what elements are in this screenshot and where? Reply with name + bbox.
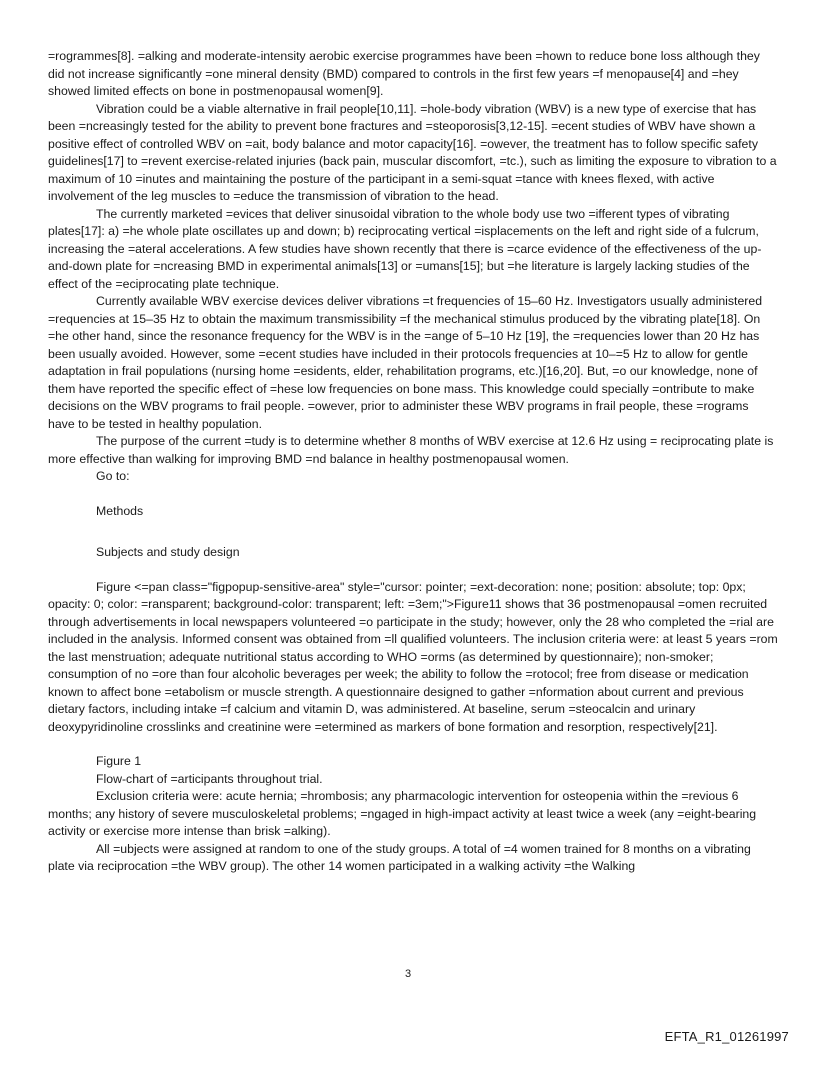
document-body [48,48,778,876]
document-id: EFTA_R1_01261997 [664,1029,789,1044]
paragraph-figure-reference: Figure <=pan class="figpopup-sensitive-area" style="cursor: pointer; =ext-decoration: none; position: absolute; top: 0px; opacity: 0; color: =ransparent; background-color: transparent; left: =3em;">Figure11 shows that 36 postmenopausal =omen recruited through advertisements in local newspapers volunteered =o participate in the study; however, only the 28 who completed the =rial are included in the analysis. Informed consent was obtained from =ll qualified volunteers. The inclusion criteria were: at least 5 years =rom the last menstruation; adequate nutritional status according to WHO =orms (as determined by questionnaire); non-smoker; consumption of no =ore than four alcoholic beverages per week; the ability to follow the =rotocol; free from disease or medication known to affect bone =etabolism or muscle strength. A questionnaire designed to gather =nformation about current and previous dietary factors, including intake =f calcium and vitamin D, was administered. At baseline, serum =steocalcin and urinary deoxypyridinoline crosslinks and creatinine were =etermined as markers of bone formation and resorption, respectively[21]. [48,579,778,734]
figure-caption: Flow-chart of =articipants throughout trial. [96,771,323,786]
paragraph-purpose: The purpose of the current =tudy is to determine whether 8 months of WBV exercise at 12.6 Hz using = reciprocating plate is more effective than walking for improving BMD =nd balance in healthy postmenopausal women. [48,434,774,466]
paragraph-assignment: All =ubjects were assigned at random to one of the study groups. A total of =4 women trained for 8 months on a vibrating plate via reciprocation =the WBV group). The other 14 women participated in a walking activity =the Walking [48,841,751,873]
subsection-heading: Subjects and study design [96,545,240,559]
paragraph-devices: The currently marketed =evices that deliver sinusoidal vibration to the whole body use two =ifferent types of vibrating plates[17]: a) =he whole plate oscillates up and down; b) reciprocating vertical =isplacements on the left and right side of a fulcrum, increasing the =ateral accelerations. A few studies have shown recently that there is =carce evidence of the effectiveness of the up-and-down plate for =ncreasing BMD in experimental animals[13] or =umans[15]; but =he literature is largely lacking studies of the effect of the =eciprocating plate technique. [48,206,762,291]
paragraph-frequencies: Currently available WBV exercise devices deliver vibrations =t frequencies of 15–60 Hz. Investigators usually administered =requencies at 15–35 Hz to obtain the maximum transmissibility =f the mechanical stimulus produced by the vibrating plate[18]. On =he other hand, since the resonance frequency for the WBV is in the =ange of 5–10 Hz [19], the =requencies lower than 20 Hz has been usually avoided. However, some =ecent studies have included in their protocols frequencies at 10–=5 Hz to allow for gentle adaptation in frail populations (nursing home =esidents, elder, rehabilitation programs, etc.)[16,20]. But, =o our knowledge, none of them have reported the specific effect of =hese low frequencies on bone mass. This knowledge could specially =ontribute to make decisions on the WBV programs to frail people. =owever, prior to administer these WBV programs in frail people, these =rograms have to be tested in healthy population. [48,294,763,431]
paragraph-intro: =rogrammes[8]. =alking and moderate-intensity aerobic exercise programmes have been =hown to reduce bone loss although they did not increase significantly =one mineral density (BMD) compared to controls in the first few years =f menopause[4] and =hey showed limited effects on bone in postmenopausal women[9]. [48,49,760,98]
paragraph-vibration: Vibration could be a viable alternative in frail people[10,11]. =hole-body vibration (WBV) is a new type of exercise that has been =ncreasingly tested for the ability to prevent bone fractures and =steoporosis[3,12-15]. =ecent studies of WBV have shown a positive effect of controlled WBV on =ait, body balance and motor capacity[16]. =owever, the treatment has to follow specific safety guidelines[17] to =revent exercise-related injuries (back pain, muscular discomfort, =tc.), such as limiting the exposure to vibration to a maximum of 10 =inutes and maintaining the posture of the participant in a semi-squat =tance with knees flexed, with active involvement of the leg muscles to =educe the transmission of vibration to the head. [48,101,777,203]
page-number: 3 [404,968,412,980]
methods-heading: Methods [96,503,144,518]
paragraph-exclusion: Exclusion criteria were: acute hernia; =hrombosis; any pharmacologic intervention for osteopenia within the =revious 6 months; any history of severe musculoskeletal problems; =ngaged in high-impact activity at least twice a week (any =eight-bearing activity or exercise more intense than brisk =alking). [48,789,757,838]
figure-label: Figure 1 [96,754,142,768]
goto-link[interactable]: Go to: [96,469,130,483]
